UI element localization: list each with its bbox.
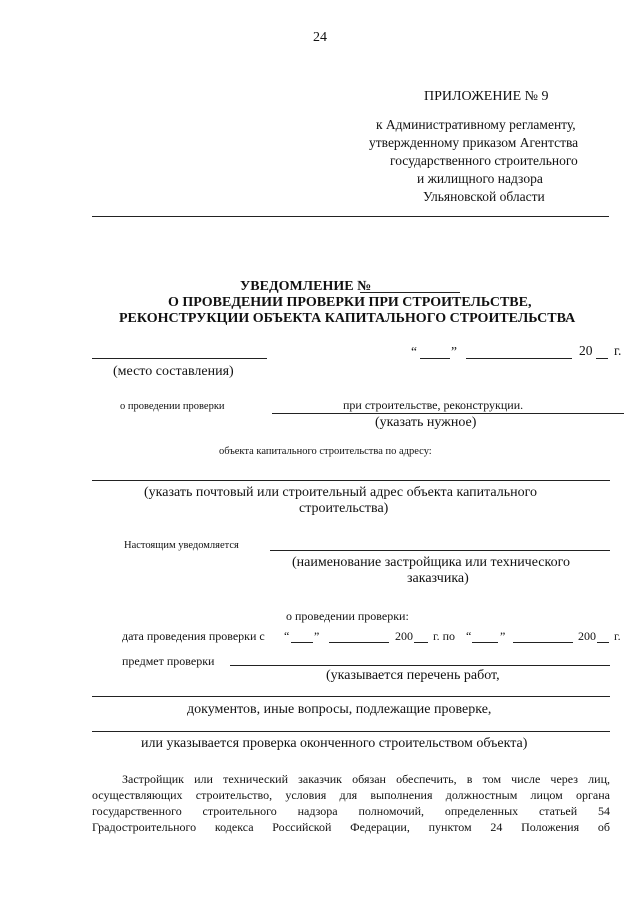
inspection-label: о проведении проверки: [120, 401, 225, 412]
dates-label: дата проведения проверки с: [122, 629, 265, 643]
body-line: Застройщик или технический заказчик обязан обеспечить, в том числе через лиц,: [122, 772, 610, 786]
date-close-quote: ”: [451, 344, 457, 359]
notice-subtitle: РЕКОНСТРУКЦИИ ОБЪЕКТА КАПИТАЛЬНОГО СТРОИТЕЛЬСТВА: [119, 311, 576, 326]
address-caption: строительства): [299, 501, 389, 516]
start-year-prefix: 200: [395, 629, 413, 643]
end-day-field[interactable]: [472, 642, 498, 643]
developer-field[interactable]: [270, 550, 610, 551]
end-year-field[interactable]: [597, 642, 609, 643]
dates-end: г.: [614, 629, 621, 643]
separator-line: [92, 216, 609, 217]
appendix-line: к Административному регламенту,: [376, 117, 576, 132]
place-caption: (место составления): [113, 364, 234, 379]
dates-open-quote: “: [466, 629, 472, 643]
subject-caption: документов, иные вопросы, подлежащие проверке,: [187, 702, 492, 717]
address-field[interactable]: [92, 480, 610, 481]
appendix-line: и жилищного надзора: [417, 171, 543, 186]
notify-label: Настоящим уведомляется: [124, 540, 239, 551]
notify-caption: (наименование застройщика или технического: [292, 555, 570, 570]
appendix-line: Ульяновской области: [423, 189, 545, 204]
inspection-field[interactable]: [272, 413, 624, 414]
body-line: Градостроительного кодекса Российской Федерации, пунктом 24 Положения об: [92, 820, 610, 834]
appendix-line: утвержденному приказом Агентства: [369, 135, 579, 150]
start-day-field[interactable]: [291, 642, 313, 643]
notice-number-field[interactable]: [360, 292, 460, 293]
inspection-caption: (указать нужное): [375, 415, 477, 430]
subject-label: предмет проверки: [122, 654, 215, 668]
dates-close-quote: ”: [500, 629, 506, 643]
body-line: осуществляющих строительство, условия для выполнения должностным лицом органа: [92, 788, 610, 802]
dates-close-quote: ”: [314, 629, 320, 643]
month-field[interactable]: [466, 358, 572, 359]
subject-field[interactable]: [230, 665, 610, 666]
notice-title: УВЕДОМЛЕНИЕ №: [240, 279, 372, 294]
year-suffix: г.: [614, 343, 622, 358]
subject-caption: или указывается проверка оконченного строительством объекта): [141, 736, 528, 751]
page-number: 24: [313, 30, 327, 45]
subject-caption: (указывается перечень работ,: [326, 668, 500, 683]
body-line: государственного строительного надзора полномочий, определенных статьей 54: [92, 804, 610, 818]
appendix-title: ПРИЛОЖЕНИЕ № 9: [424, 89, 549, 104]
dates-open-quote: “: [284, 629, 290, 643]
place-field[interactable]: [92, 358, 267, 359]
start-month-field[interactable]: [329, 642, 389, 643]
year-field[interactable]: [596, 358, 608, 359]
end-month-field[interactable]: [513, 642, 573, 643]
date-open-quote: “: [411, 344, 417, 359]
day-field[interactable]: [420, 358, 450, 359]
address-label: объекта капитального строительства по адресу:: [219, 446, 432, 457]
dates-mid: г. по: [433, 629, 455, 643]
address-caption: (указать почтовый или строительный адрес объекта капитального: [144, 485, 537, 500]
notify-caption: заказчика): [407, 571, 469, 586]
inspection-value: при строительстве, реконструкции.: [343, 398, 524, 412]
year-prefix: 20: [579, 343, 593, 358]
appendix-line: государственного строительного: [390, 153, 578, 168]
end-year-prefix: 200: [578, 629, 596, 643]
about-label: о проведении проверки:: [286, 609, 409, 623]
subject-field[interactable]: [92, 731, 610, 732]
start-year-field[interactable]: [414, 642, 428, 643]
notice-subtitle: О ПРОВЕДЕНИИ ПРОВЕРКИ ПРИ СТРОИТЕЛЬСТВЕ,: [168, 295, 532, 310]
subject-field[interactable]: [92, 696, 610, 697]
